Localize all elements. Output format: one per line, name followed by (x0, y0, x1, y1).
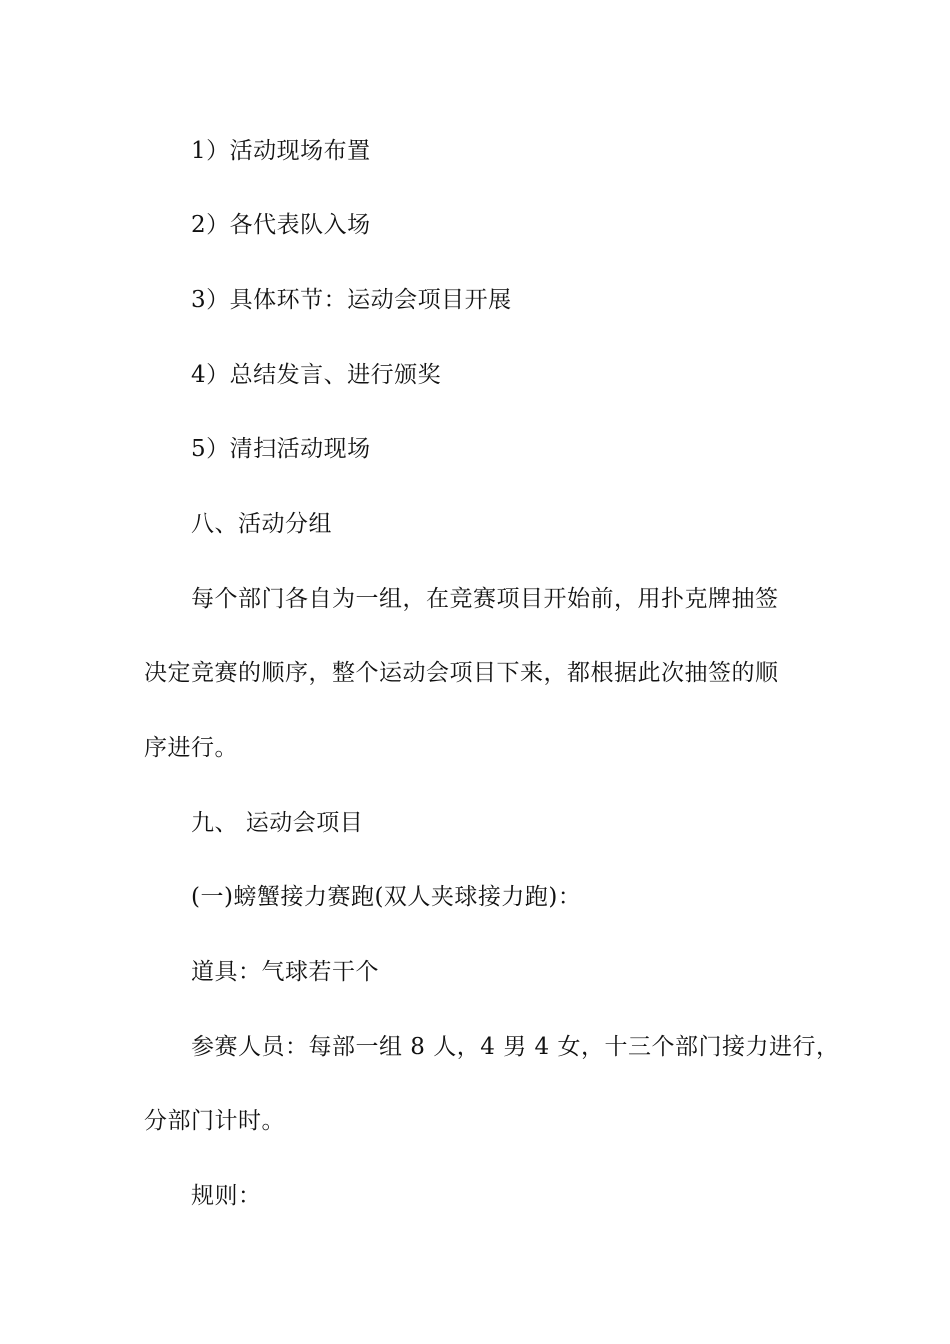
event-title-relay: (一)螃蟹接力赛跑(双人夹球接力跑)： (191, 884, 582, 910)
event-rules-heading: 规则： (191, 1183, 262, 1209)
agenda-item-4: 4）总结发言、进行颁奖 (191, 362, 442, 388)
agenda-item-5: 5）清扫活动现场 (191, 436, 371, 462)
paragraph-grouping-line-1: 每个部门各自为一组，在竞赛项目开始前，用扑克牌抽签 (191, 586, 779, 612)
event-participants-line-1: 参赛人员：每部一组 8 人，4 男 4 女，十三个部门接力进行， (191, 1034, 840, 1060)
section-heading-events: 九、 运动会项目 (191, 810, 364, 836)
paragraph-grouping-line-2: 决定竞赛的顺序，整个运动会项目下来，都根据此次抽签的顺 (144, 660, 779, 686)
agenda-item-2: 2）各代表队入场 (191, 212, 371, 238)
event-participants-line-2: 分部门计时。 (144, 1108, 285, 1134)
agenda-item-3: 3）具体环节：运动会项目开展 (191, 287, 512, 313)
event-props: 道具：气球若干个 (191, 959, 379, 985)
section-heading-grouping: 八、活动分组 (191, 511, 332, 537)
agenda-item-1: 1）活动现场布置 (191, 138, 371, 164)
paragraph-grouping-line-3: 序进行。 (144, 735, 238, 761)
